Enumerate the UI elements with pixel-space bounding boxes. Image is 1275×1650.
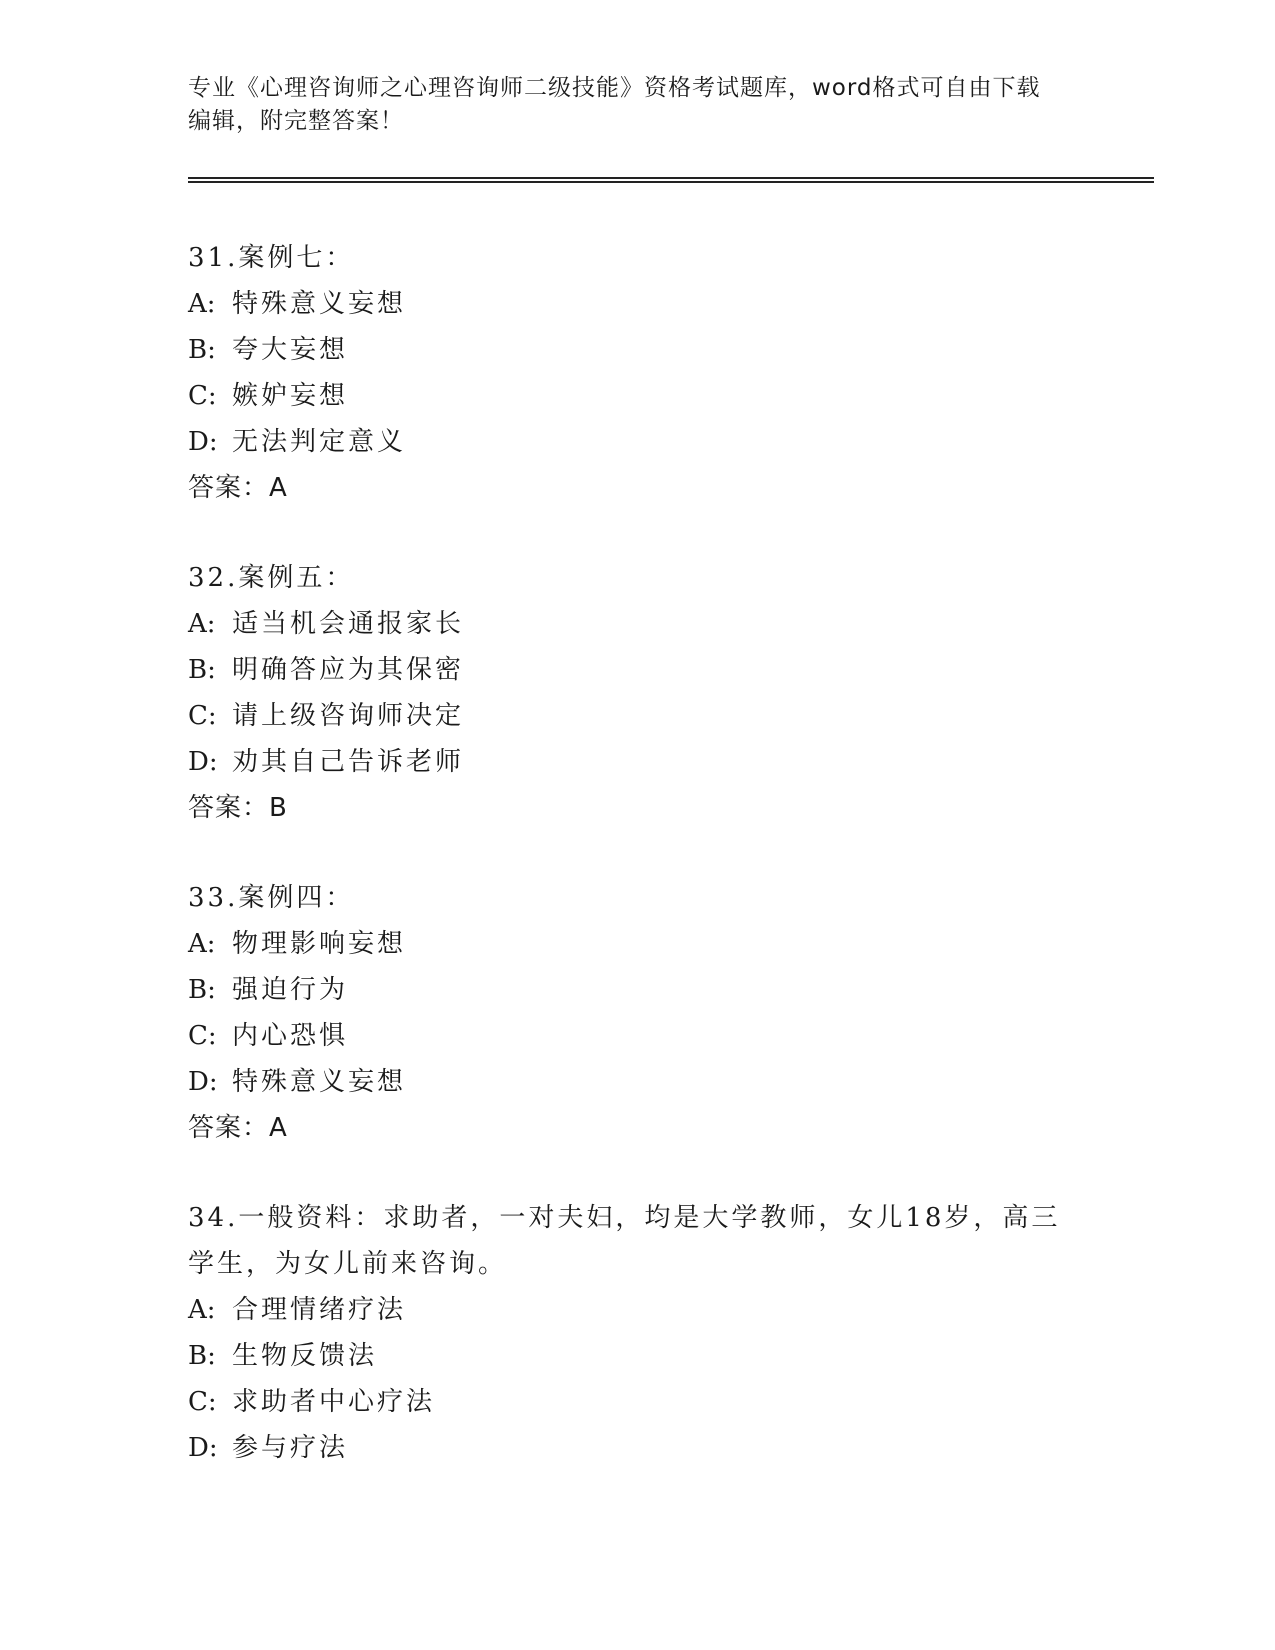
option-text: 求助者中心疗法 bbox=[232, 1387, 436, 1417]
option-c bbox=[188, 1379, 1088, 1425]
option-letter: D: bbox=[188, 747, 218, 777]
option-text: 特殊意义妄想 bbox=[232, 1067, 407, 1097]
option-letter: D: bbox=[188, 1067, 218, 1097]
document-header bbox=[188, 72, 1068, 138]
option-letter: B: bbox=[188, 655, 216, 685]
option-letter: B: bbox=[188, 975, 216, 1005]
option-text: 夸大妄想 bbox=[232, 335, 349, 365]
option-text: 无法判定意义 bbox=[232, 427, 407, 457]
option-letter: A: bbox=[188, 1295, 216, 1325]
option-letter: D: bbox=[188, 1433, 218, 1463]
option-text: 生物反馈法 bbox=[232, 1341, 378, 1371]
option-c bbox=[188, 1013, 1088, 1059]
question-stem: 32.案例五： bbox=[188, 563, 355, 593]
option-c bbox=[188, 693, 1088, 739]
question-33 bbox=[188, 875, 1088, 1151]
option-d bbox=[188, 1425, 1088, 1471]
option-text: 特殊意义妄想 bbox=[232, 289, 407, 319]
option-b bbox=[188, 967, 1088, 1013]
option-a bbox=[188, 921, 1088, 967]
option-b bbox=[188, 1333, 1088, 1379]
question-31 bbox=[188, 235, 1088, 511]
option-text: 明确答应为其保密 bbox=[232, 655, 465, 685]
option-d bbox=[188, 739, 1088, 785]
option-letter: D: bbox=[188, 427, 218, 457]
option-letter: A: bbox=[188, 929, 216, 959]
option-d bbox=[188, 1059, 1088, 1105]
option-text: 物理影响妄想 bbox=[232, 929, 407, 959]
option-d bbox=[188, 419, 1088, 465]
option-letter: A: bbox=[188, 609, 216, 639]
option-letter: C: bbox=[188, 701, 217, 731]
option-letter: B: bbox=[188, 1341, 216, 1371]
option-letter: B: bbox=[188, 335, 216, 365]
option-text: 劝其自己告诉老师 bbox=[232, 747, 465, 777]
option-c bbox=[188, 373, 1088, 419]
question-32 bbox=[188, 555, 1088, 831]
header-divider bbox=[188, 177, 1154, 183]
question-stem: 31.案例七： bbox=[188, 243, 355, 273]
option-b bbox=[188, 327, 1088, 373]
question-34 bbox=[188, 1195, 1088, 1471]
option-text: 内心恐惧 bbox=[232, 1021, 349, 1051]
answer-line: 答案：A bbox=[188, 473, 288, 503]
header-line-1: 专业《心理咨询师之心理咨询师二级技能》资格考试题库，word格式可自由下载 bbox=[188, 75, 1041, 101]
option-a bbox=[188, 281, 1088, 327]
answer-line: 答案：B bbox=[188, 793, 288, 823]
option-text: 合理情绪疗法 bbox=[232, 1295, 407, 1325]
option-text: 强迫行为 bbox=[232, 975, 349, 1005]
option-b bbox=[188, 647, 1088, 693]
option-text: 适当机会通报家长 bbox=[232, 609, 465, 639]
question-stem-line-1: 34.一般资料：求助者，一对夫妇，均是大学教师，女儿18岁，高三 bbox=[188, 1203, 1061, 1233]
option-text: 请上级咨询师决定 bbox=[232, 701, 465, 731]
question-stem: 33.案例四： bbox=[188, 883, 355, 913]
answer-line: 答案：A bbox=[188, 1113, 288, 1143]
header-line-2: 编辑，附完整答案！ bbox=[188, 108, 404, 134]
option-a bbox=[188, 1287, 1088, 1333]
option-text: 参与疗法 bbox=[232, 1433, 349, 1463]
option-letter: C: bbox=[188, 1387, 217, 1417]
option-text: 嫉妒妄想 bbox=[232, 381, 349, 411]
option-letter: A: bbox=[188, 289, 216, 319]
option-letter: C: bbox=[188, 1021, 217, 1051]
question-stem-line-2: 学生，为女儿前来咨询。 bbox=[188, 1249, 508, 1279]
option-letter: C: bbox=[188, 381, 217, 411]
option-a bbox=[188, 601, 1088, 647]
